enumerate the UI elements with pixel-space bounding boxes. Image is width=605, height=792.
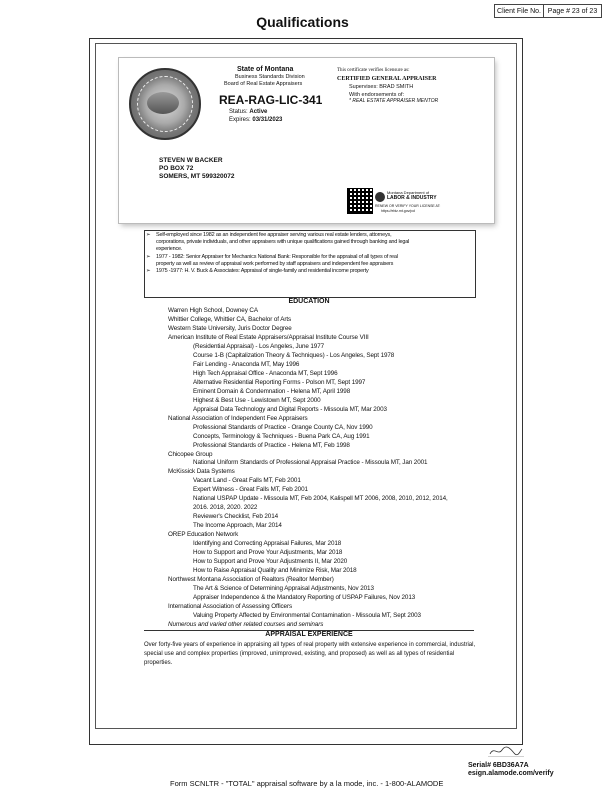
license-supervises: Supervises: BRAD SMITH [349, 84, 414, 90]
education-line: Identifying and Correcting Appraisal Failures, Mar 2018 [193, 540, 342, 548]
experience-list [146, 232, 478, 275]
experience-item [146, 232, 478, 254]
education-line: Professional Standards of Practice - Orange County CA, Nov 1990 [193, 423, 373, 431]
education-line: Concepts, Terminology & Techniques - Buena Park CA, Aug 1991 [193, 432, 370, 440]
education-line: National Uniform Standards of Professional Appraisal Practice - Missoula MT, Jan 2001 [193, 459, 428, 467]
status-label: Status: [229, 109, 248, 115]
education-line: High Tech Appraisal Office - Anaconda MT, Sept 1996 [193, 369, 338, 377]
education-line: Expert Witness - Great Falls MT, Feb 2001 [193, 486, 308, 494]
experience-line: corporations, private individuals, and other appraisers with unique qualifications gained through banking and legal [156, 239, 410, 246]
bullet-arrow-icon: ➢ [146, 232, 151, 238]
experience-item [146, 268, 478, 275]
education-line: Warren High School, Downey CA [168, 307, 258, 314]
license-card [119, 58, 494, 223]
education-line: Valuing Property Affected by Environmental Contamination - Missoula MT, Sept 2003 [193, 611, 421, 619]
expires-value: 03/31/2023 [252, 117, 283, 123]
endorsement: * REAL ESTATE APPRAISER MENTOR [349, 98, 439, 104]
license-type: CERTIFIED GENERAL APPRAISER [337, 76, 437, 82]
status-value: Active [249, 109, 268, 115]
education-line: OREP Education Network [168, 531, 239, 539]
verify-url[interactable]: esign.alamode.com/verify [468, 770, 554, 777]
expires-label: Expires: [229, 117, 251, 123]
education-line: Reviewer's Checklist, Feb 2014 [193, 513, 278, 521]
license-certifies: This certificate verifies licensure as: [337, 68, 410, 73]
bullet-arrow-icon: ➢ [146, 253, 151, 260]
education-line: Appraisal Data Technology and Digital Reports - Missoula MT, Mar 2003 [193, 405, 387, 413]
page-title: Qualifications [256, 14, 349, 30]
document-frame [89, 38, 523, 745]
education-line: Alternative Residential Reporting Forms - Polson MT, Sept 1997 [193, 378, 366, 386]
agency-line-2: LABOR & INDUSTRY [387, 195, 437, 201]
education-line: Highest & Best Use - Lewistown MT, Sept 2000 [193, 396, 321, 404]
education-line: Numerous and varied other related courses and seminars [168, 620, 324, 628]
verify-line-2: https://ebiz.mt.gov/pol [381, 209, 416, 213]
education-line: Chicopee Group [168, 450, 213, 458]
license-board: Board of Real Estate Appraisers [224, 81, 303, 87]
experience-line: Self-employed since 1982 as an independent fee appraiser serving various real estate lenders, attorneys, [156, 232, 392, 238]
education-line: National USPAP Update - Missoula MT, Feb 2004, Kalispell MT 2006, 2008, 2010, 2012, 2014, [193, 495, 448, 503]
education-line: Western State University, Juris Doctor Degree [168, 324, 292, 332]
montana-seal-icon [129, 68, 201, 140]
serial-block [468, 762, 554, 778]
experience-line: experience. [156, 246, 183, 253]
agency-line-1: Montana Department of [387, 190, 430, 195]
license-number: REA-RAG-LIC-341 [219, 93, 323, 107]
experience-line: property as well as review of appraisal work performed by staff appraisers and independent fee appraisers [156, 260, 394, 267]
experience-line: 1977 - 1982: Senior Appraiser for Mechanics National Bank: Responsible for the appraisal of all types of real [156, 253, 398, 260]
document-inner-border [95, 43, 517, 729]
education-line: Appraiser Independence & the Mandatory Reporting of USPAP Failures, Nov 2013 [193, 594, 416, 602]
education-line: International Association of Assessing Officers [168, 603, 292, 610]
appraisal-experience-text: Over forty-five years of experience in appraising all types of real property with extensive experience in commercial, industrial, special use and complex properties (improved, unimproved, existing, and proposed) as well as all types of residential properties. [144, 642, 476, 666]
education-line: Course 1-B (Capitalization Theory & Techniques) - Los Angeles, Sept 1978 [193, 351, 395, 359]
education-line: Fair Lending - Anaconda MT, May 1996 [193, 360, 300, 368]
serial-number: Serial# 6BD36A7A [468, 762, 529, 769]
education-line: 2016. 2018, 2020. 2022 [193, 504, 258, 512]
education-line: How to Support and Prove Your Adjustments, Mar 2018 [193, 549, 343, 557]
experience-line: 1975 -1977: H. V. Buck & Associates: Appraisal of single-family and residential income property [156, 268, 369, 275]
license-state: State of Montana [237, 66, 294, 73]
education-line: (Residential Appraisal) - Los Angeles, June 1977 [193, 342, 325, 350]
license-division: Business Standards Division [235, 74, 305, 80]
education-line: Northwest Montana Association of Realtors (Realtor Member) [168, 576, 334, 584]
education-heading: EDUCATION [144, 297, 474, 305]
verify-line-1: RENEW OR VERIFY YOUR LICENSE AT: [375, 204, 441, 208]
education-line: National Association of Independent Fee Appraisers [168, 414, 308, 422]
holder-name: STEVEN W BACKER [159, 157, 223, 164]
education-line: Whittier College, Whittier CA, Bachelor of Arts [168, 315, 292, 323]
bullet-arrow-icon: ➢ [146, 268, 151, 275]
endorsements-label: With endorsements of: [349, 92, 405, 98]
education-line: The Art & Science of Determining Appraisal Adjustments, Nov 2013 [193, 585, 374, 593]
education-line: Professional Standards of Practice - Helena MT, Feb 1998 [193, 441, 350, 449]
experience-item [146, 254, 478, 268]
holder-address-2: SOMERS, MT 599320072 [159, 173, 235, 180]
page-number: Page # 23 of 23 [547, 7, 598, 15]
education-line: Vacant Land - Great Falls MT, Feb 2001 [193, 477, 301, 485]
client-file-label: Client File No. [495, 5, 544, 17]
education-line: McKissick Data Systems [168, 468, 235, 476]
appraisal-experience-heading: APPRAISAL EXPERIENCE [144, 630, 474, 638]
education-line: How to Raise Appraisal Quality and Minimize Risk, Mar 2018 [193, 567, 357, 575]
education-line: American Institute of Real Estate Appraisers/Appraisal Institute Course VIII [168, 333, 369, 341]
agency-logo-icon [375, 192, 385, 202]
qr-code-icon [347, 188, 373, 214]
signature-icon [488, 744, 524, 758]
education-line: How to Support and Prove Your Adjustments II, Mar 2020 [193, 558, 348, 566]
holder-address-1: PO BOX 72 [159, 165, 194, 172]
education-line: The Income Approach, Mar 2014 [193, 522, 282, 530]
education-line: Eminent Domain & Condemnation - Helena MT, April 1998 [193, 387, 351, 395]
form-footer: Form SCNLTR - "TOTAL" appraisal software by a la mode, inc. - 1-800-ALAMODE [170, 779, 444, 788]
